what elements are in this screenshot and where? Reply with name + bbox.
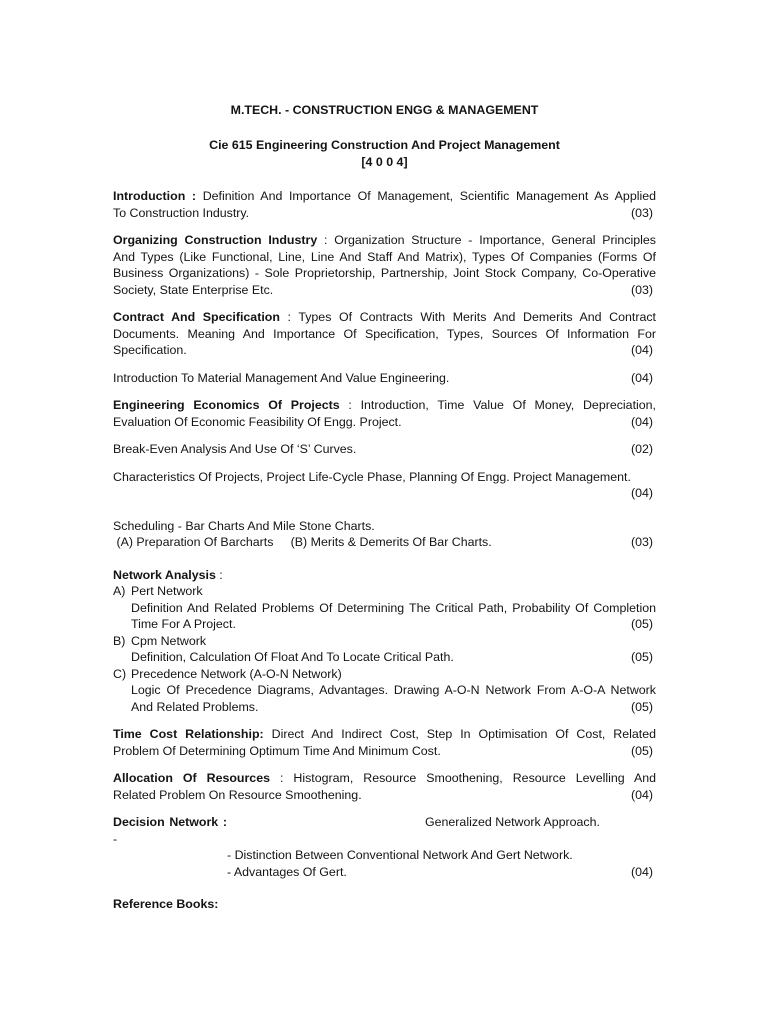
section-reference-books — [113, 896, 656, 913]
syllabus-page — [113, 100, 656, 924]
section-allocation: Allocation Of Resources : Histogram, Resource Smoothening, Resource Levelling And Related Problem On Resource Smoothening. (04) — [113, 771, 656, 802]
section-heading: Reference Books: — [113, 897, 219, 911]
section-time-cost: Time Cost Relationship: Direct And Indirect Cost, Step In Optimisation Of Cost, Related Problem Of Determining Optimum Time And Minimum Cost. (05) — [113, 727, 657, 758]
list-item: A) Pert Network — [113, 584, 203, 598]
section-organizing: Organizing Construction Industry : Organization Structure - Importance, General Principles And Types (Like Functional, Line, Line And Staff And Matrix), Types Of Companies (Forms Of Business Organizations) - Sole Proprietorship, Partnership, Joint Stock Company, Co-Operative Society, State Enterprise Etc. (03) — [113, 233, 656, 297]
section-introduction: Introduction : Definition And Importance Of Management, Scientific Management As Applied To Construction Industry. (03) — [113, 189, 656, 220]
section-heading: Organizing Construction Industry — [113, 233, 318, 247]
marks: (04) — [630, 864, 653, 879]
section-heading: Network Analysis — [113, 567, 216, 582]
marks: (04) — [630, 414, 653, 429]
marks: (05) — [630, 699, 653, 714]
section-heading: Decision Network : — [113, 815, 227, 829]
section-decision-network: Decision Network : - Generalized Network Approach. - Distinction Between Conventional Network And Gert Network. - Advantages Of Gert. (04) — [113, 814, 656, 880]
list-item: B) Cpm Network — [113, 633, 207, 648]
section-heading: Introduction : — [113, 189, 197, 203]
section-heading: Engineering Economics Of Projects — [113, 398, 340, 412]
marks: (03) — [630, 282, 653, 297]
section-heading: Time Cost Relationship: — [113, 727, 264, 741]
section-economics: Engineering Economics Of Projects : Introduction, Time Value Of Money, Depreciation, Evaluation Of Economic Feasibility Of Engg. Project. (04) — [113, 398, 656, 429]
marks: (05) — [630, 650, 653, 664]
marks: (02) — [630, 442, 653, 456]
marks: (04) — [630, 370, 653, 385]
marks: (03) — [630, 205, 653, 220]
section-heading: Allocation Of Resources — [113, 771, 270, 785]
marks: (05) — [630, 617, 653, 631]
list-item: C) Precedence Network (A-O-N Network) — [113, 666, 342, 681]
course-title: Cie 615 Engineering Construction And Project Management — [209, 138, 560, 152]
marks: (05) — [630, 743, 653, 758]
program-title: M.TECH. - CONSTRUCTION ENGG & MANAGEMENT — [230, 103, 539, 117]
section-heading: Contract And Specification — [113, 310, 280, 324]
section-network-analysis: Network Analysis : A) Pert Network Definition And Related Problems Of Determining The Critical Path, Probability Of Completion Time For A Project. (05) B) Cpm Network Definition, Calculation Of Float And To Locate Critical Path. (05) C) Precedence Network (A-O-N Network) Logic Of Precedence Diagrams, Advantages. Drawing A-O-N Network From A-O-A Network And Related Problems. (05) — [113, 567, 656, 714]
marks: (04) — [630, 486, 653, 500]
section-characteristics: Characteristics Of Projects, Project Life-Cycle Phase, Planning Of Engg. Project Management. (04) — [113, 469, 656, 518]
section-material: Introduction To Material Management And Value Engineering. (04) — [113, 370, 656, 387]
marks: (04) — [630, 343, 653, 357]
course-credits: [4 0 0 4] — [361, 155, 408, 169]
marks: (04) — [630, 787, 653, 802]
section-contract: Contract And Specification : Types Of Contracts With Merits And Demerits And Contract Documents. Meaning And Importance Of Specification, Types, Sources Of Information For Specification. (04) — [113, 310, 656, 357]
section-scheduling: Scheduling - Bar Charts And Mile Stone Charts. (A) Preparation Of Barcharts (B) Merits & Demerits Of Bar Charts. (03) — [113, 518, 656, 551]
section-breakeven: Break-Even Analysis And Use Of ‘S’ Curves. (02) — [113, 441, 656, 458]
marks: (03) — [630, 535, 653, 549]
